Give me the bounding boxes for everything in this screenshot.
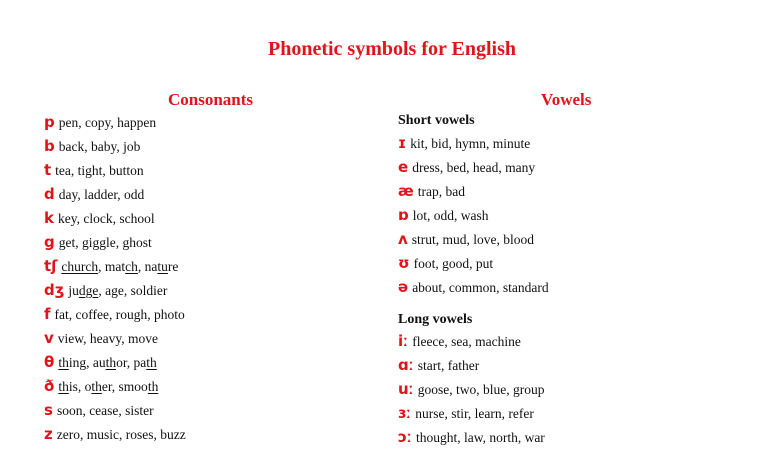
list-item (44, 113, 186, 137)
page-title: Phonetic symbols for English (268, 38, 516, 60)
list-item (398, 182, 549, 206)
example-words: fleece, sea, machine (412, 334, 521, 349)
phonetic-symbol: dʒ (44, 281, 65, 299)
phonetic-symbol: v (44, 329, 54, 347)
example-words: lot, odd, wash (412, 208, 489, 223)
phonetic-symbol: iː (398, 332, 409, 350)
example-words: tea, tight, button (55, 163, 144, 178)
phonetic-symbol: z (44, 425, 53, 443)
phonetic-symbol: tʃ (44, 257, 58, 275)
long-vowels-list (398, 332, 545, 452)
list-item (398, 356, 545, 380)
phonetic-symbol: ɪ (398, 134, 407, 152)
example-words: thought, law, north, war (415, 430, 545, 445)
phonetic-symbol: uː (398, 380, 414, 398)
vowels-heading: Vowels (541, 90, 592, 109)
list-item (44, 305, 186, 329)
phonetic-symbol: b (44, 137, 55, 155)
example-words: thing, author, path (58, 355, 157, 370)
list-item (44, 377, 186, 401)
phonetic-symbol: t (44, 161, 52, 179)
example-words: pen, copy, happen (58, 115, 157, 130)
example-words: key, clock, school (57, 211, 155, 226)
phonetic-symbol: ʊ (398, 254, 410, 272)
list-item (44, 257, 186, 281)
phonetic-symbol: ɑː (398, 356, 414, 374)
example-words: strut, mud, love, blood (411, 232, 535, 247)
list-item (398, 278, 549, 302)
example-words: kit, bid, hymn, minute (410, 136, 531, 151)
phonetic-symbol: ʌ (398, 230, 408, 248)
phonetic-symbol: ɔː (398, 428, 412, 446)
example-words: start, father (417, 358, 480, 373)
phonetic-symbol: æ (398, 182, 414, 200)
list-item (44, 161, 186, 185)
phonetic-symbol: ð (44, 377, 55, 395)
example-words: church, match, nature (61, 259, 179, 274)
phonetic-symbol: d (44, 185, 55, 203)
phonetic-symbol: ɜː (398, 404, 412, 422)
phonetic-symbol: e (398, 158, 409, 176)
short-vowels-list (398, 134, 549, 302)
phonetic-symbol: ə (398, 278, 409, 296)
list-item (398, 134, 549, 158)
example-words: back, baby, job (58, 139, 141, 154)
example-words: dress, bed, head, many (412, 160, 536, 175)
example-words: trap, bad (417, 184, 465, 199)
list-item (398, 158, 549, 182)
list-item (398, 428, 545, 452)
example-words: foot, good, put (413, 256, 494, 271)
list-item (398, 206, 549, 230)
list-item (398, 332, 545, 356)
phonetic-symbol: ɒ (398, 206, 409, 224)
list-item (398, 230, 549, 254)
list-item (44, 401, 186, 425)
example-words: view, heavy, move (57, 331, 158, 346)
example-words: this, other, smooth (58, 379, 159, 394)
phonetic-symbol: f (44, 305, 51, 323)
example-words: goose, two, blue, group (417, 382, 545, 397)
consonants-list (44, 113, 186, 449)
example-words: get, giggle, ghost (58, 235, 152, 250)
phonetic-symbol: s (44, 401, 53, 419)
phonetic-symbol: k (44, 209, 54, 227)
example-words: about, common, standard (412, 280, 549, 295)
phonetic-symbol: p (44, 113, 55, 131)
consonants-heading: Consonants (168, 90, 254, 109)
list-item (398, 404, 545, 428)
long-vowels-heading: Long vowels (398, 312, 473, 327)
phonetic-symbol: θ (44, 353, 55, 371)
example-words: zero, music, roses, buzz (56, 427, 186, 442)
list-item (44, 209, 186, 233)
list-item (398, 380, 545, 404)
example-words: nurse, stir, learn, refer (415, 406, 534, 421)
example-words: soon, cease, sister (56, 403, 154, 418)
list-item (44, 137, 186, 161)
list-item (44, 233, 186, 257)
list-item (398, 254, 549, 278)
list-item (44, 185, 186, 209)
example-words: judge, age, soldier (68, 283, 168, 298)
list-item (44, 353, 186, 377)
list-item (44, 425, 186, 449)
phonetic-symbol: g (44, 233, 55, 251)
short-vowels-heading: Short vowels (398, 113, 475, 128)
list-item (44, 281, 186, 305)
example-words: fat, coffee, rough, photo (54, 307, 185, 322)
example-words: day, ladder, odd (58, 187, 145, 202)
list-item (44, 329, 186, 353)
